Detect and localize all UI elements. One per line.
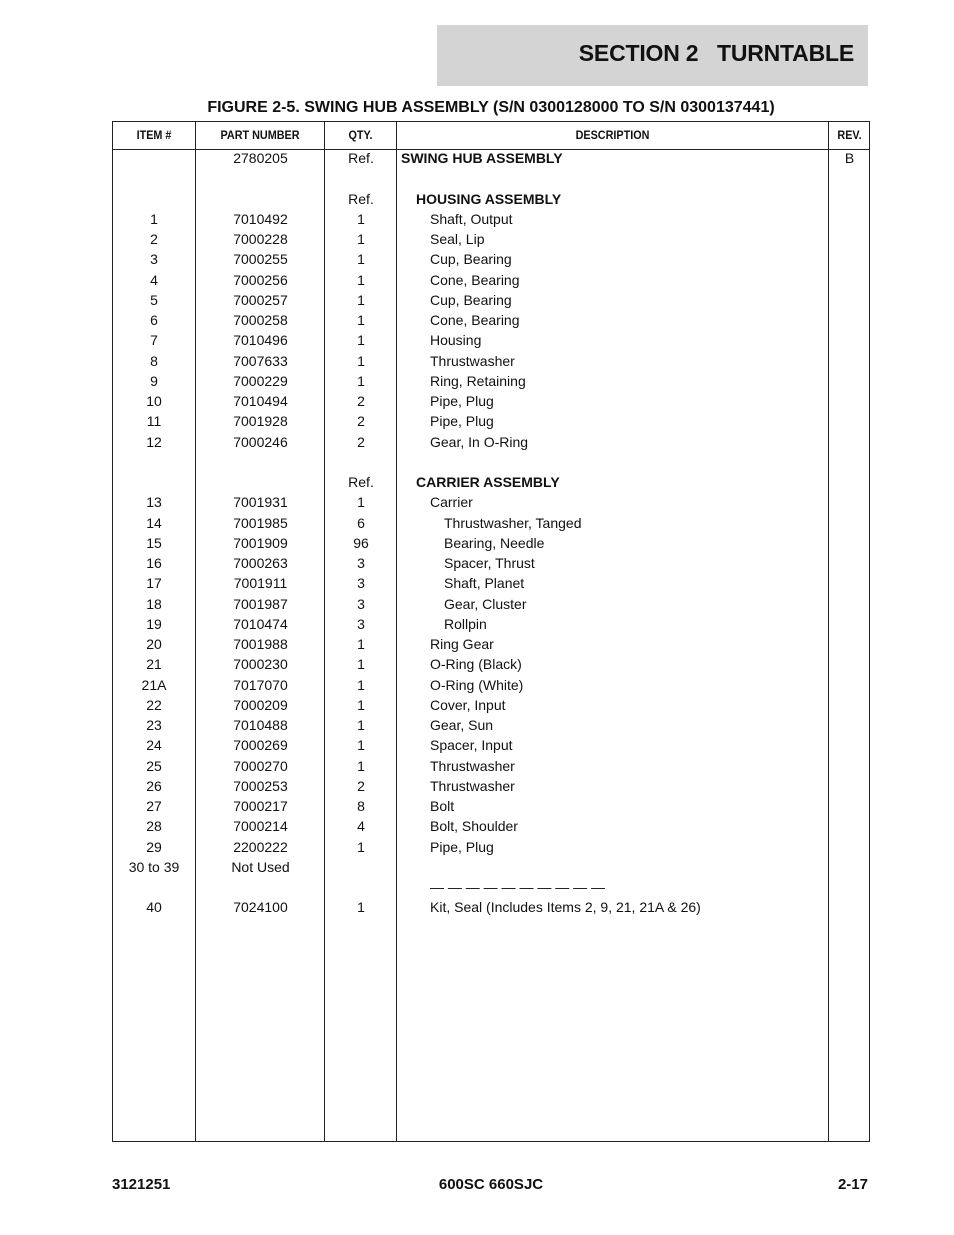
- footer-doc-number: 3121251: [112, 1176, 171, 1193]
- part-number-cell: 7000217: [233, 798, 288, 814]
- quantity-cell: 2: [357, 433, 365, 450]
- table-row: [113, 594, 869, 614]
- item-number-cell: 14: [146, 514, 162, 531]
- table-row: [113, 472, 869, 492]
- part-number-cell: 7024100: [233, 899, 288, 916]
- quantity-cell: 3: [357, 595, 365, 612]
- description-cell: Spacer, Thrust: [444, 555, 535, 571]
- item-number-cell: 17: [146, 575, 162, 592]
- item-number-cell: 24: [146, 737, 162, 754]
- section-title: SECTION 2 TURNTABLE: [578, 40, 854, 66]
- quantity-cell: 1: [357, 231, 365, 247]
- quantity-cell: 1: [357, 656, 365, 673]
- table-row: [113, 168, 869, 188]
- quantity-cell: 1: [357, 838, 365, 855]
- item-number-cell: 15: [146, 534, 162, 551]
- column-header-qty: QTY.: [348, 128, 373, 142]
- part-number-cell: 7010494: [233, 393, 288, 409]
- item-number-cell: 7: [150, 332, 158, 349]
- table-row: [113, 533, 869, 553]
- table-row: [113, 877, 869, 897]
- item-number-cell: 28: [146, 818, 162, 835]
- description-cell: SWING HUB ASSEMBLY: [401, 150, 563, 166]
- quantity-cell: 1: [357, 676, 365, 693]
- description-cell: Spacer, Input: [430, 737, 513, 754]
- part-number-cell: 7000228: [233, 231, 288, 247]
- description-cell: Thrustwasher: [430, 777, 515, 794]
- section-banner: [437, 25, 868, 86]
- part-number-cell: 7010492: [233, 210, 288, 227]
- item-number-cell: 30 to 39: [128, 858, 180, 875]
- part-number-cell: 7000253: [233, 777, 288, 794]
- part-number-cell: 7000230: [233, 656, 288, 673]
- item-number-cell: 26: [146, 777, 162, 794]
- item-number-cell: 18: [146, 595, 162, 612]
- description-cell: Pipe, Plug: [430, 838, 494, 855]
- table-row: [113, 695, 869, 715]
- table-row: [113, 614, 869, 634]
- item-number-cell: 21: [146, 656, 162, 673]
- table-row: [113, 189, 869, 209]
- description-cell: Pipe, Plug: [430, 393, 494, 409]
- part-number-cell: 7000255: [233, 251, 288, 268]
- quantity-cell: 1: [357, 352, 365, 369]
- description-cell: Gear, Sun: [430, 717, 494, 733]
- table-row: [113, 776, 869, 796]
- part-number-cell: 7001909: [233, 534, 288, 551]
- item-number-cell: 27: [146, 798, 162, 814]
- table-row: [113, 634, 869, 654]
- footer-page-number: 2-17: [837, 1176, 868, 1193]
- quantity-cell: 1: [357, 737, 365, 754]
- item-number-cell: 11: [146, 413, 162, 430]
- table-row: [113, 209, 869, 229]
- table-row: [113, 290, 869, 310]
- quantity-cell: 2: [357, 777, 365, 794]
- table-row: [113, 857, 869, 877]
- description-cell: Kit, Seal (Includes Items 2, 9, 21, 21A & 26): [430, 899, 701, 916]
- description-cell: O-Ring (Black): [430, 656, 522, 673]
- part-number-cell: 7000270: [233, 757, 288, 774]
- description-cell: Cover, Input: [430, 696, 506, 713]
- table-row: [113, 391, 869, 411]
- quantity-cell: 3: [357, 575, 365, 592]
- table-row: [113, 229, 869, 249]
- table-row: [113, 310, 869, 330]
- footer-model: 600SC 660SJC: [438, 1176, 544, 1193]
- quantity-cell: 96: [353, 534, 369, 551]
- description-cell: Thrustwasher, Tanged: [444, 514, 582, 531]
- table-row: [113, 492, 869, 512]
- item-number-cell: 19: [146, 615, 162, 632]
- table-row: [113, 432, 869, 452]
- part-number-cell: 7000246: [233, 433, 288, 450]
- table-row: [113, 351, 869, 371]
- description-cell: Bolt: [430, 798, 455, 814]
- description-cell: O-Ring (White): [430, 676, 524, 693]
- quantity-cell: 1: [357, 636, 365, 652]
- quantity-cell: 1: [357, 717, 365, 733]
- part-number-cell: 7010474: [233, 615, 288, 632]
- table-row: [113, 654, 869, 674]
- description-cell: Rollpin: [444, 615, 487, 632]
- table-row: [113, 675, 869, 695]
- item-number-cell: 40: [146, 899, 162, 916]
- table-row: [113, 330, 869, 350]
- quantity-cell: 1: [357, 210, 365, 227]
- description-cell: Bearing, Needle: [444, 534, 545, 551]
- quantity-cell: 1: [357, 372, 365, 389]
- item-number-cell: 4: [150, 271, 158, 288]
- quantity-cell: Ref.: [348, 474, 374, 490]
- description-cell: Seal, Lip: [430, 231, 485, 247]
- table-row: [113, 411, 869, 431]
- part-number-cell: 7000214: [233, 818, 288, 835]
- part-number-cell: 7017070: [233, 676, 288, 693]
- table-row: [113, 816, 869, 836]
- description-cell: Cup, Bearing: [430, 291, 512, 308]
- quantity-cell: 1: [357, 251, 365, 268]
- part-number-cell: 7000256: [233, 271, 288, 288]
- quantity-cell: 1: [357, 696, 365, 713]
- figure-title: FIGURE 2-5. SWING HUB ASSEMBLY (S/N 0300128000 TO S/N 0300137441): [207, 99, 775, 116]
- quantity-cell: 1: [357, 291, 365, 308]
- description-cell: Cone, Bearing: [430, 271, 520, 288]
- quantity-cell: 3: [357, 555, 365, 571]
- quantity-cell: 3: [357, 615, 365, 632]
- part-number-cell: 7001988: [233, 636, 288, 652]
- table-row: [113, 715, 869, 735]
- item-number-cell: 12: [146, 433, 162, 450]
- item-number-cell: 29: [146, 838, 162, 855]
- part-number-cell: Not Used: [231, 858, 290, 875]
- description-cell: Shaft, Planet: [444, 575, 525, 592]
- table-row: [113, 513, 869, 533]
- description-cell: Shaft, Output: [430, 210, 513, 227]
- item-number-cell: 21A: [141, 676, 167, 693]
- quantity-cell: 1: [357, 271, 365, 288]
- table-row: [113, 270, 869, 290]
- quantity-cell: 1: [357, 494, 365, 511]
- description-cell: Gear, In O-Ring: [430, 433, 529, 450]
- table-row: [113, 371, 869, 391]
- table-row: [113, 553, 869, 573]
- item-number-cell: 22: [146, 696, 162, 713]
- quantity-cell: 1: [357, 899, 365, 916]
- description-cell: Ring, Retaining: [430, 372, 526, 389]
- quantity-cell: Ref.: [348, 190, 374, 207]
- part-number-cell: 7000269: [233, 737, 288, 754]
- description-cell: HOUSING ASSEMBLY: [416, 190, 562, 207]
- description-cell: Cup, Bearing: [430, 251, 512, 268]
- table-row: [113, 573, 869, 593]
- description-cell: Thrustwasher: [430, 757, 515, 774]
- item-number-cell: 25: [146, 757, 162, 774]
- part-number-cell: 7000229: [233, 372, 288, 389]
- part-number-cell: 7007633: [233, 352, 288, 369]
- column-header-description: DESCRIPTION: [575, 128, 650, 142]
- item-number-cell: 6: [150, 312, 158, 328]
- item-number-cell: 8: [150, 352, 158, 369]
- item-number-cell: 13: [146, 494, 162, 511]
- part-number-cell: 7001987: [233, 595, 288, 612]
- quantity-cell: 6: [357, 514, 365, 531]
- part-number-cell: 7001928: [233, 413, 288, 430]
- description-cell: — — — — — — — — — —: [430, 879, 606, 895]
- item-number-cell: 16: [146, 555, 162, 571]
- table-row: [113, 756, 869, 776]
- parts-table: [112, 121, 870, 1142]
- item-number-cell: 9: [150, 372, 158, 389]
- description-cell: CARRIER ASSEMBLY: [416, 474, 560, 490]
- item-number-cell: 20: [146, 636, 162, 652]
- part-number-cell: 2780205: [233, 150, 288, 166]
- table-row: [113, 452, 869, 472]
- table-row: [113, 735, 869, 755]
- part-number-cell: 2200222: [233, 838, 288, 855]
- item-number-cell: 3: [150, 251, 158, 268]
- part-number-cell: 7001911: [233, 575, 288, 592]
- part-number-cell: 7010488: [233, 717, 288, 733]
- description-cell: Ring Gear: [430, 636, 494, 652]
- item-number-cell: 10: [146, 393, 162, 409]
- description-cell: Cone, Bearing: [430, 312, 520, 328]
- revision-cell: B: [844, 150, 855, 166]
- item-number-cell: 23: [146, 717, 162, 733]
- part-number-cell: 7000258: [233, 312, 288, 328]
- column-header-rev: REV.: [837, 128, 862, 142]
- table-row: [113, 897, 869, 917]
- item-number-cell: 5: [150, 291, 158, 308]
- quantity-cell: 8: [357, 798, 365, 814]
- quantity-cell: 2: [357, 413, 365, 430]
- description-cell: Housing: [430, 332, 482, 349]
- description-cell: Thrustwasher: [430, 352, 515, 369]
- column-header-part-number: PART NUMBER: [220, 128, 300, 142]
- part-number-cell: 7000263: [233, 555, 288, 571]
- quantity-cell: 1: [357, 757, 365, 774]
- quantity-cell: 4: [357, 818, 365, 835]
- description-cell: Gear, Cluster: [444, 595, 527, 612]
- description-cell: Carrier: [430, 494, 473, 511]
- description-cell: Bolt, Shoulder: [430, 818, 518, 835]
- part-number-cell: 7000209: [233, 696, 288, 713]
- table-row: [113, 796, 869, 816]
- table-row: [113, 148, 869, 168]
- part-number-cell: 7000257: [233, 291, 288, 308]
- table-row: [113, 249, 869, 269]
- quantity-cell: 2: [357, 393, 365, 409]
- part-number-cell: 7010496: [233, 332, 288, 349]
- quantity-cell: Ref.: [348, 150, 374, 166]
- part-number-cell: 7001985: [233, 514, 288, 531]
- table-row: [113, 837, 869, 857]
- quantity-cell: 1: [357, 312, 365, 328]
- part-number-cell: 7001931: [233, 494, 288, 511]
- column-header-item: ITEM #: [136, 128, 172, 142]
- item-number-cell: 1: [150, 210, 158, 227]
- quantity-cell: 1: [357, 332, 365, 349]
- item-number-cell: 2: [150, 231, 158, 247]
- description-cell: Pipe, Plug: [430, 413, 494, 430]
